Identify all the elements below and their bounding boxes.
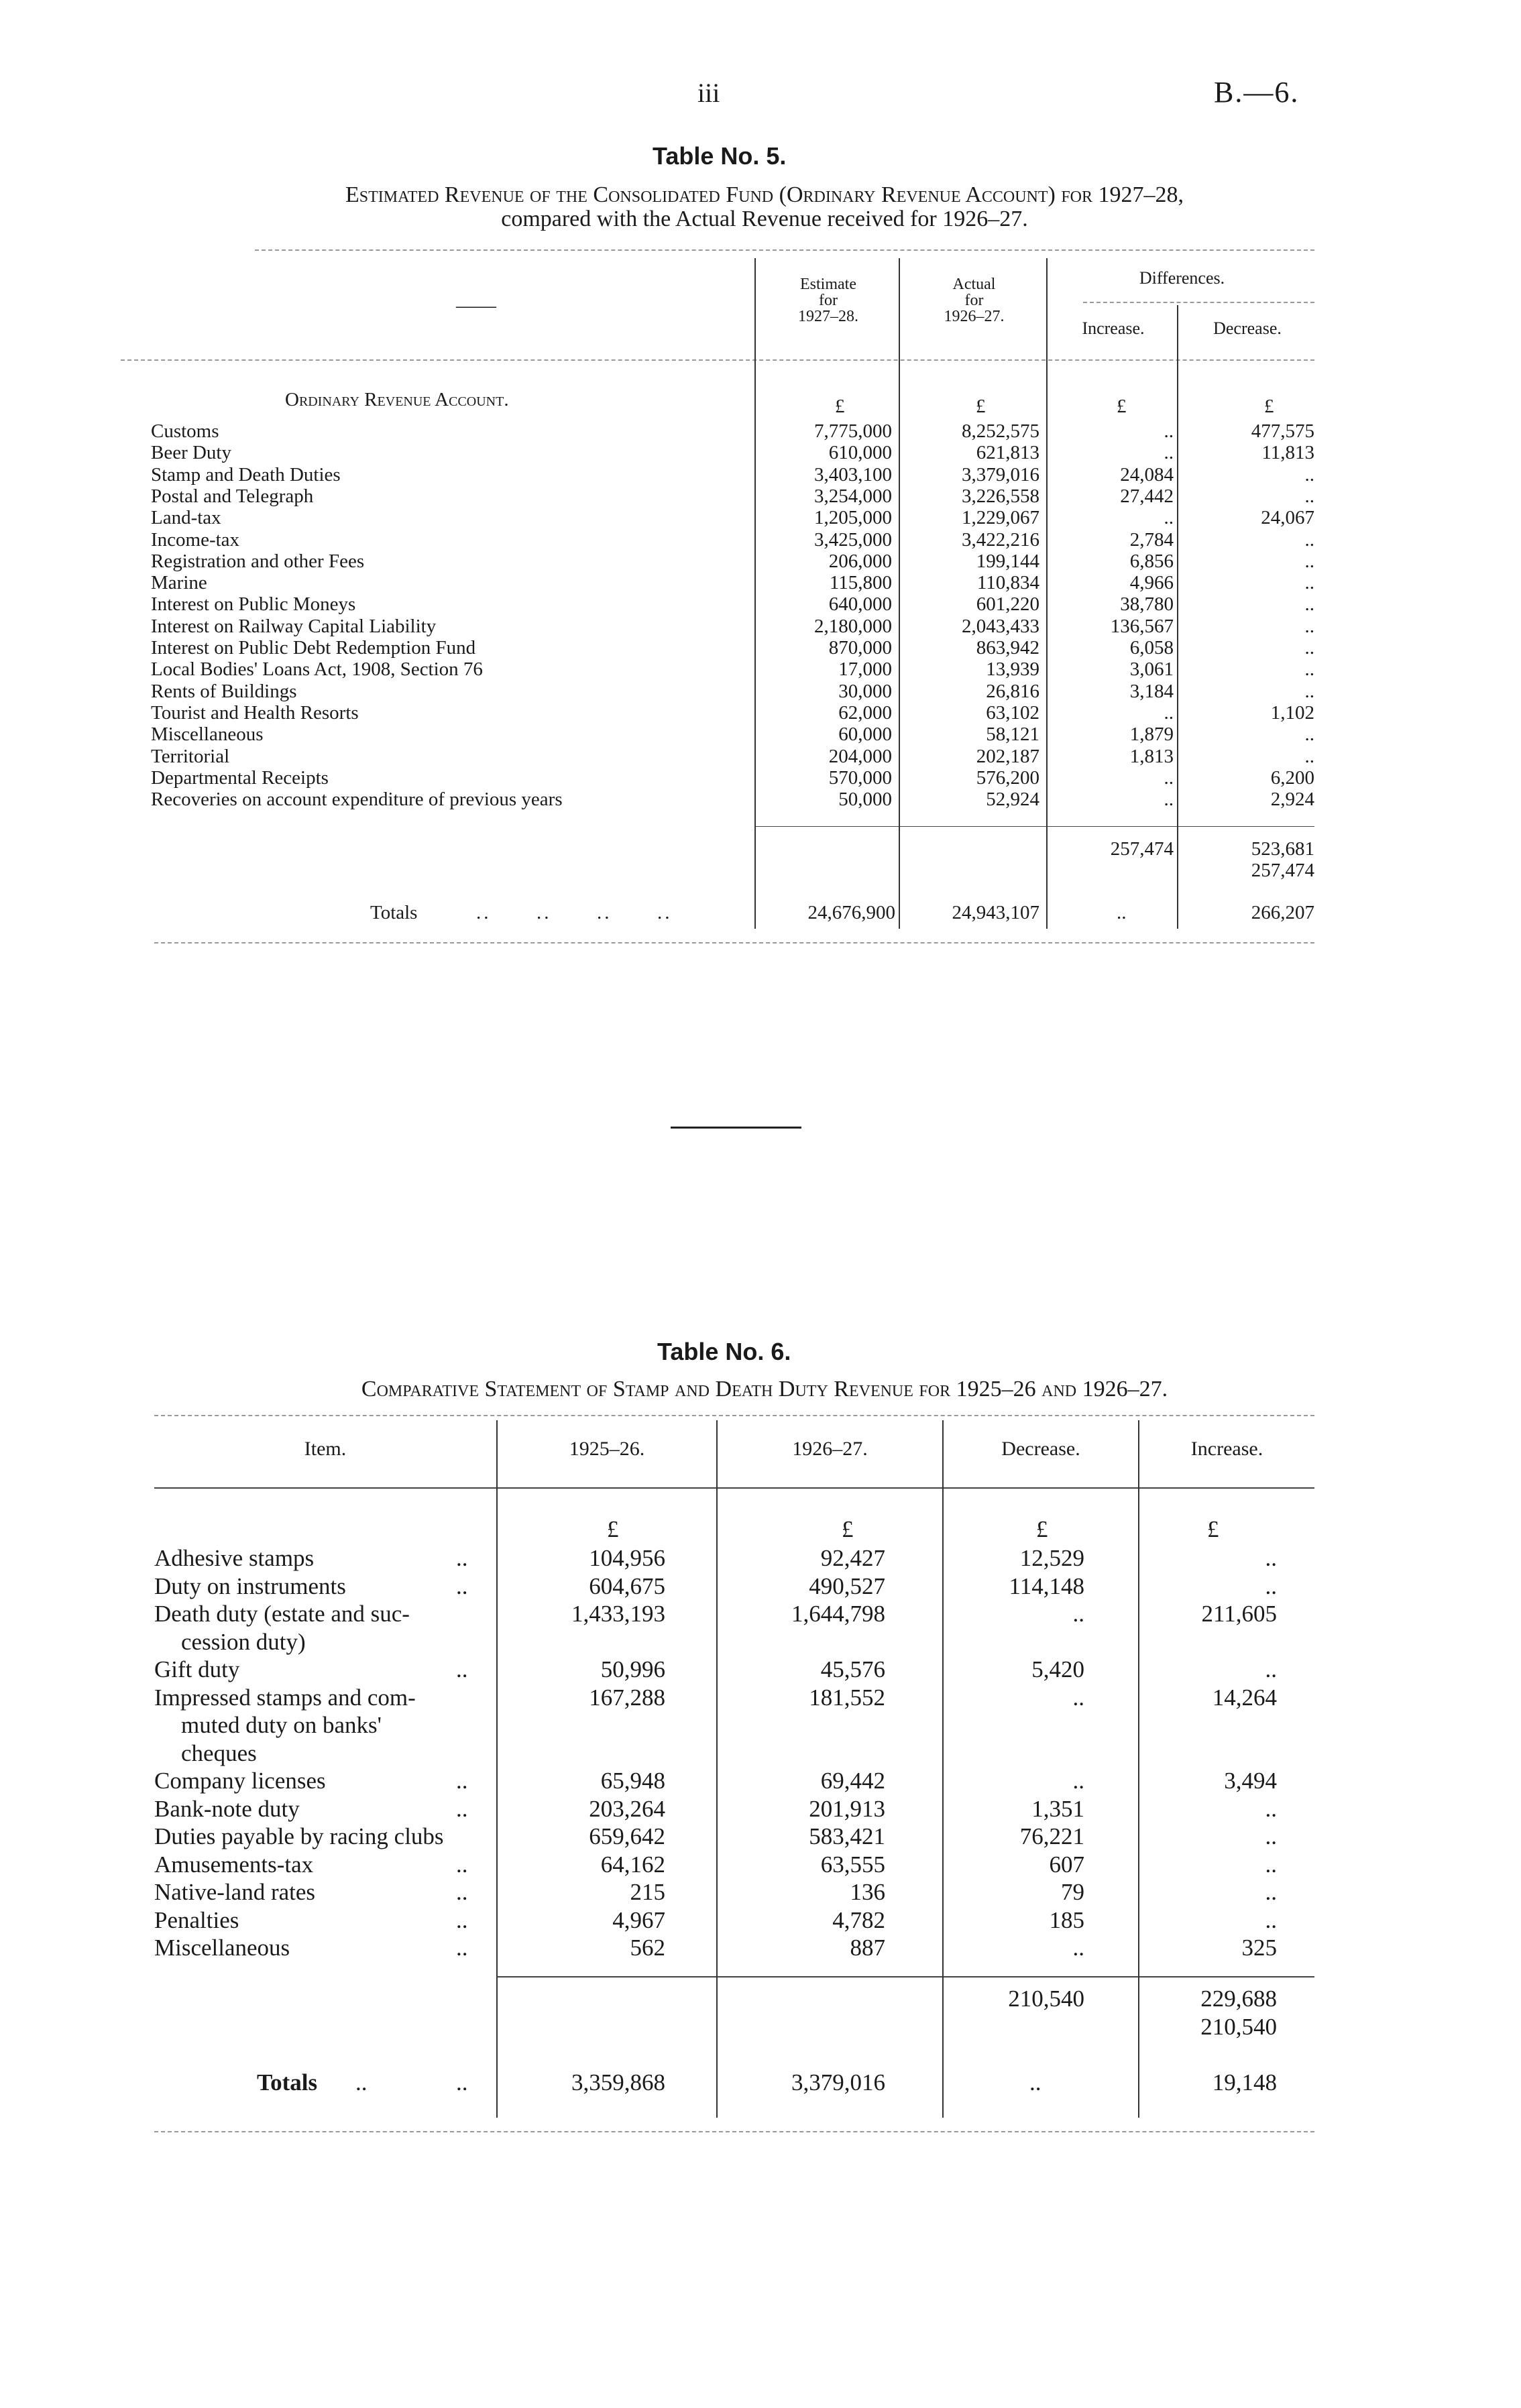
table5-row-decrease: .. bbox=[1304, 572, 1314, 593]
table5-currency-decrease: £ bbox=[1264, 396, 1274, 417]
table5-row-item: Miscellaneous bbox=[151, 724, 264, 745]
table6-row-1926: 181,552 bbox=[809, 1684, 885, 1711]
table6-row-decrease: 1,351 bbox=[1031, 1796, 1084, 1822]
table6-row-item-line: Gift duty bbox=[154, 1656, 240, 1682]
table6-row-item-line: Miscellaneous bbox=[154, 1935, 290, 1961]
table5-subtotal-increase: 257,474 bbox=[1110, 838, 1174, 860]
table6-totals-label: Totals bbox=[257, 2069, 318, 2096]
table5-total-decrease: 266,207 bbox=[1251, 902, 1314, 923]
table6-row-leader: .. bbox=[456, 1907, 468, 1933]
table6-row-leader: .. bbox=[456, 1573, 468, 1599]
table5-row-actual: 3,422,216 bbox=[962, 529, 1039, 551]
table5-row-estimate: 3,425,000 bbox=[814, 529, 892, 551]
table6-row-leader: .. bbox=[456, 1796, 468, 1822]
table5-row-increase: .. bbox=[1164, 507, 1174, 528]
table5-row-increase: .. bbox=[1164, 702, 1174, 724]
table6-row-1926: 136 bbox=[850, 1879, 885, 1905]
table5-header-dash: —— bbox=[456, 294, 496, 317]
table5-row-decrease: 24,067 bbox=[1261, 507, 1314, 528]
table5-row-increase: 6,856 bbox=[1129, 551, 1174, 572]
table5-row-increase: 4,966 bbox=[1129, 572, 1174, 593]
table5-row-estimate: 62,000 bbox=[838, 702, 892, 724]
table6-row-1926: 45,576 bbox=[820, 1656, 885, 1682]
table5-row-actual: 63,102 bbox=[986, 702, 1039, 724]
table5-row-estimate: 17,000 bbox=[838, 658, 892, 680]
table6-col-1925: 1925–26. bbox=[569, 1438, 645, 1460]
table5-col-decrease: Decrease. bbox=[1213, 319, 1282, 338]
table5-row-actual: 52,924 bbox=[986, 789, 1039, 810]
table5-section-label: Ordinary Revenue Account. bbox=[285, 389, 509, 410]
table5-row-decrease: .. bbox=[1304, 464, 1314, 485]
table6-row-increase: .. bbox=[1265, 1879, 1277, 1905]
table6-total-1926: 3,379,016 bbox=[791, 2069, 885, 2096]
table5-row-estimate: 206,000 bbox=[828, 551, 892, 572]
table5-col-actual: Actual for 1926–27. bbox=[944, 276, 1005, 325]
table6-row-leader: .. bbox=[456, 1545, 468, 1571]
table6-caption: Comparative Statement of Stamp and Death Duty Revenue for 1925–26 and 1926–27. bbox=[361, 1377, 1168, 1401]
table5-row-item: Territorial bbox=[151, 746, 230, 767]
table6-row-decrease: .. bbox=[1072, 1684, 1084, 1711]
table6-col-item: Item. bbox=[304, 1438, 347, 1460]
table6-row-item-line: Amusements-tax bbox=[154, 1851, 314, 1878]
table5-row-item: Stamp and Death Duties bbox=[151, 464, 341, 485]
page-number: iii bbox=[697, 78, 720, 108]
table6-row-leader: .. bbox=[456, 1879, 468, 1905]
table5-row-decrease: 1,102 bbox=[1270, 702, 1314, 724]
table5-col-increase: Increase. bbox=[1082, 319, 1145, 338]
table5-row-actual: 576,200 bbox=[976, 767, 1039, 789]
table5-row-estimate: 30,000 bbox=[838, 681, 892, 702]
table6-col-increase: Increase. bbox=[1190, 1438, 1263, 1460]
table6-row-item-line: Company licenses bbox=[154, 1768, 326, 1794]
table5-row-increase: 3,184 bbox=[1129, 681, 1174, 702]
table6-row-item-line: Bank-note duty bbox=[154, 1796, 300, 1822]
table6-totals-leader-2: .. bbox=[456, 2069, 468, 2096]
table5-row-decrease: .. bbox=[1304, 746, 1314, 767]
table6-row-1926: 887 bbox=[850, 1935, 885, 1961]
table5-row-item: Departmental Receipts bbox=[151, 767, 329, 789]
table5-row-increase: 3,061 bbox=[1129, 658, 1174, 680]
table5-row-estimate: 570,000 bbox=[828, 767, 892, 789]
table5-currency-actual: £ bbox=[976, 396, 986, 417]
table5-row-item: Tourist and Health Resorts bbox=[151, 702, 359, 724]
table5-row-estimate: 50,000 bbox=[838, 789, 892, 810]
table6-total-1925: 3,359,868 bbox=[571, 2069, 665, 2096]
table6-row-1926: 201,913 bbox=[809, 1796, 885, 1822]
table5-row-actual: 110,834 bbox=[976, 572, 1039, 593]
table6-row-item-line: Native-land rates bbox=[154, 1879, 316, 1905]
table6-row-item-line: cheques bbox=[181, 1740, 257, 1766]
table5-row-item: Recoveries on account expenditure of previous years bbox=[151, 789, 563, 810]
table6-row-decrease: 185 bbox=[1049, 1907, 1084, 1933]
table6-row-decrease: 12,529 bbox=[1019, 1545, 1084, 1571]
table6-row-1926: 490,527 bbox=[809, 1573, 885, 1599]
table5-total-actual: 24,943,107 bbox=[952, 902, 1039, 923]
table5-row-decrease: 477,575 bbox=[1251, 420, 1314, 442]
table6-row-decrease: 114,148 bbox=[1009, 1573, 1084, 1599]
table6-bottom-rule bbox=[154, 2131, 1314, 2132]
table5-row-decrease: .. bbox=[1304, 724, 1314, 745]
table5-row-decrease: 6,200 bbox=[1270, 767, 1314, 789]
table5-row-decrease: .. bbox=[1304, 551, 1314, 572]
table5-row-actual: 8,252,575 bbox=[962, 420, 1039, 442]
table6-subtotal-decrease: 210,540 bbox=[1008, 1986, 1084, 2012]
table6-col-1926: 1926–27. bbox=[792, 1438, 868, 1460]
table5-row-item: Customs bbox=[151, 420, 219, 442]
table5-currency-estimate: £ bbox=[835, 396, 845, 417]
table5-row-actual: 1,229,067 bbox=[962, 507, 1039, 528]
table5-row-decrease: .. bbox=[1304, 485, 1314, 507]
table5-row-increase: 6,058 bbox=[1129, 637, 1174, 658]
table6-row-decrease: 607 bbox=[1049, 1851, 1084, 1878]
table6-row-1925: 104,956 bbox=[589, 1545, 665, 1571]
table6-row-decrease: 5,420 bbox=[1031, 1656, 1084, 1682]
table5-row-estimate: 3,403,100 bbox=[814, 464, 892, 485]
table5-row-actual: 26,816 bbox=[986, 681, 1039, 702]
table6-row-1926: 1,644,798 bbox=[791, 1601, 885, 1627]
table5-row-estimate: 610,000 bbox=[828, 442, 892, 463]
table6-totals-leader-1: .. bbox=[355, 2069, 368, 2096]
table6-row-1926: 63,555 bbox=[820, 1851, 885, 1878]
table6-row-decrease: .. bbox=[1072, 1935, 1084, 1961]
table6-row-item-line: Duty on instruments bbox=[154, 1573, 346, 1599]
table6-row-1925: 604,675 bbox=[589, 1573, 665, 1599]
table6-total-increase: 19,148 bbox=[1212, 2069, 1277, 2096]
table6-row-1925: 167,288 bbox=[589, 1684, 665, 1711]
table5-row-increase: 38,780 bbox=[1120, 593, 1174, 615]
table6-header-rule bbox=[154, 1487, 1314, 1489]
table6-row-decrease: 76,221 bbox=[1019, 1823, 1084, 1849]
table5-row-estimate: 640,000 bbox=[828, 593, 892, 615]
table6-row-1925: 215 bbox=[630, 1879, 665, 1905]
table5-row-increase: .. bbox=[1164, 442, 1174, 463]
table5-row-actual: 3,226,558 bbox=[962, 485, 1039, 507]
table5-row-increase: 1,879 bbox=[1129, 724, 1174, 745]
table6-row-increase: .. bbox=[1265, 1656, 1277, 1682]
table5-row-estimate: 204,000 bbox=[828, 746, 892, 767]
table6-total-decrease: .. bbox=[1029, 2069, 1041, 2096]
table5-row-actual: 2,043,433 bbox=[962, 616, 1039, 637]
table5-row-item: Interest on Public Moneys bbox=[151, 593, 356, 615]
table5-row-estimate: 7,775,000 bbox=[814, 420, 892, 442]
table5-totals-label: Totals bbox=[370, 902, 418, 923]
table6-row-1925: 65,948 bbox=[600, 1768, 665, 1794]
table5-row-actual: 621,813 bbox=[976, 442, 1039, 463]
table6-row-1925: 1,433,193 bbox=[571, 1601, 665, 1627]
table5-total-estimate: 24,676,900 bbox=[807, 902, 895, 923]
table5-row-item: Beer Duty bbox=[151, 442, 231, 463]
table6-top-rule bbox=[154, 1415, 1314, 1416]
table6-row-item-line: cession duty) bbox=[181, 1629, 306, 1655]
table6-row-leader: .. bbox=[456, 1656, 468, 1682]
table5-row-increase: .. bbox=[1164, 420, 1174, 442]
table5-col-estimate: Estimate for 1927–28. bbox=[798, 276, 858, 325]
table6-row-increase: 14,264 bbox=[1212, 1684, 1277, 1711]
table5-row-increase: .. bbox=[1164, 789, 1174, 810]
table5-row-decrease: .. bbox=[1304, 658, 1314, 680]
table5-row-item: Registration and other Fees bbox=[151, 551, 365, 572]
table5-row-decrease: .. bbox=[1304, 681, 1314, 702]
table6-row-1925: 659,642 bbox=[589, 1823, 665, 1849]
table5-row-item: Postal and Telegraph bbox=[151, 485, 314, 507]
table5-row-item: Income-tax bbox=[151, 529, 240, 551]
table6-row-item-line: Duties payable by racing clubs bbox=[154, 1823, 444, 1849]
table5-row-decrease: .. bbox=[1304, 637, 1314, 658]
table5-row-actual: 3,379,016 bbox=[962, 464, 1039, 485]
table6-row-item-line: Adhesive stamps bbox=[154, 1545, 315, 1571]
table6-row-increase: .. bbox=[1265, 1851, 1277, 1878]
table6-row-1926: 4,782 bbox=[832, 1907, 885, 1933]
table6-row-increase: 3,494 bbox=[1224, 1768, 1277, 1794]
table6-row-item-line: Penalties bbox=[154, 1907, 239, 1933]
table5-row-decrease: 2,924 bbox=[1270, 789, 1314, 810]
table5-subtotal-decrease-1: 523,681 bbox=[1251, 838, 1314, 860]
table5-row-increase: 2,784 bbox=[1129, 529, 1174, 551]
table6-row-increase: .. bbox=[1265, 1796, 1277, 1822]
table5-totals-leaders: .. .. .. .. bbox=[476, 902, 673, 923]
table5-subtotal-decrease-2: 257,474 bbox=[1251, 860, 1314, 881]
table5-row-decrease: .. bbox=[1304, 529, 1314, 551]
table5-row-actual: 199,144 bbox=[976, 551, 1039, 572]
table6-row-1925: 64,162 bbox=[600, 1851, 665, 1878]
table6-row-leader: .. bbox=[456, 1935, 468, 1961]
table5-row-decrease: .. bbox=[1304, 616, 1314, 637]
table6-row-increase: .. bbox=[1265, 1545, 1277, 1571]
table6-row-item-line: Death duty (estate and suc- bbox=[154, 1601, 410, 1627]
table5-row-item: Rents of Buildings bbox=[151, 681, 297, 702]
table5-row-actual: 863,942 bbox=[976, 637, 1039, 658]
table6-col-decrease: Decrease. bbox=[1001, 1438, 1080, 1460]
table5-row-increase: 136,567 bbox=[1110, 616, 1174, 637]
table5-row-estimate: 870,000 bbox=[828, 637, 892, 658]
table6-title: Table No. 6. bbox=[657, 1338, 791, 1365]
table5-row-actual: 58,121 bbox=[986, 724, 1039, 745]
table6-subtotal-increase-1: 229,688 bbox=[1200, 1986, 1277, 2012]
table5-row-estimate: 115,800 bbox=[829, 572, 892, 593]
table5-title: Table No. 5. bbox=[653, 142, 787, 170]
table5-row-actual: 13,939 bbox=[986, 658, 1039, 680]
table5-row-item: Land-tax bbox=[151, 507, 221, 528]
table5-row-decrease: 11,813 bbox=[1261, 442, 1314, 463]
table5-row-estimate: 1,205,000 bbox=[814, 507, 892, 528]
table5-row-estimate: 3,254,000 bbox=[814, 485, 892, 507]
table6-row-increase: .. bbox=[1265, 1823, 1277, 1849]
table6-row-1926: 69,442 bbox=[820, 1768, 885, 1794]
table6-subtotal-increase-2: 210,540 bbox=[1200, 2014, 1277, 2040]
table6-row-increase: 325 bbox=[1241, 1935, 1277, 1961]
table5-row-item: Interest on Railway Capital Liability bbox=[151, 616, 437, 637]
table5-caption-line1: Estimated Revenue of the Consolidated Fund (Ordinary Revenue Account) for 1927–28, bbox=[345, 182, 1184, 207]
table6-row-leader: .. bbox=[456, 1851, 468, 1878]
table6-row-item-line: muted duty on banks' bbox=[181, 1712, 382, 1738]
table6-currency-1925: £ bbox=[607, 1516, 619, 1542]
table5-row-estimate: 2,180,000 bbox=[814, 616, 892, 637]
table6-row-increase: .. bbox=[1265, 1573, 1277, 1599]
table6-row-1926: 92,427 bbox=[820, 1545, 885, 1571]
table6-currency-1926: £ bbox=[842, 1516, 854, 1542]
table5-currency-increase: £ bbox=[1117, 396, 1127, 417]
table5-row-item: Local Bodies' Loans Act, 1908, Section 76 bbox=[151, 658, 483, 680]
table5-row-increase: 27,442 bbox=[1120, 485, 1174, 507]
table6-row-1925: 4,967 bbox=[612, 1907, 665, 1933]
table5-row-item: Interest on Public Debt Redemption Fund bbox=[151, 637, 476, 658]
table5-col-differences: Differences. bbox=[1139, 268, 1225, 288]
table6-row-decrease: .. bbox=[1072, 1601, 1084, 1627]
table6-row-1925: 50,996 bbox=[600, 1656, 665, 1682]
table5-row-item: Marine bbox=[151, 572, 207, 593]
table5-row-actual: 202,187 bbox=[976, 746, 1039, 767]
table5-row-increase: 1,813 bbox=[1129, 746, 1174, 767]
table5-row-actual: 601,220 bbox=[976, 593, 1039, 615]
table6-row-1926: 583,421 bbox=[809, 1823, 885, 1849]
table6-row-1925: 203,264 bbox=[589, 1796, 665, 1822]
table6-currency-increase: £ bbox=[1207, 1516, 1219, 1542]
table5-row-increase: .. bbox=[1164, 767, 1174, 789]
table5-row-estimate: 60,000 bbox=[838, 724, 892, 745]
table5-row-increase: 24,084 bbox=[1120, 464, 1174, 485]
table6-row-leader: .. bbox=[456, 1768, 468, 1794]
table6-row-increase: .. bbox=[1265, 1907, 1277, 1933]
table5-row-decrease: .. bbox=[1304, 593, 1314, 615]
table6-row-item-line: Impressed stamps and com- bbox=[154, 1684, 416, 1711]
table6-currency-decrease: £ bbox=[1036, 1516, 1048, 1542]
table5-caption-line2: compared with the Actual Revenue received for 1926–27. bbox=[501, 207, 1028, 231]
document-reference: B.—6. bbox=[1214, 76, 1300, 109]
table6-row-1925: 562 bbox=[630, 1935, 665, 1961]
table6-row-increase: 211,605 bbox=[1201, 1601, 1277, 1627]
table6-subtotal-rule bbox=[496, 1976, 1314, 1977]
table5-total-increase: .. bbox=[1117, 902, 1127, 923]
table6-row-decrease: 79 bbox=[1061, 1879, 1084, 1905]
table6-row-decrease: .. bbox=[1072, 1768, 1084, 1794]
